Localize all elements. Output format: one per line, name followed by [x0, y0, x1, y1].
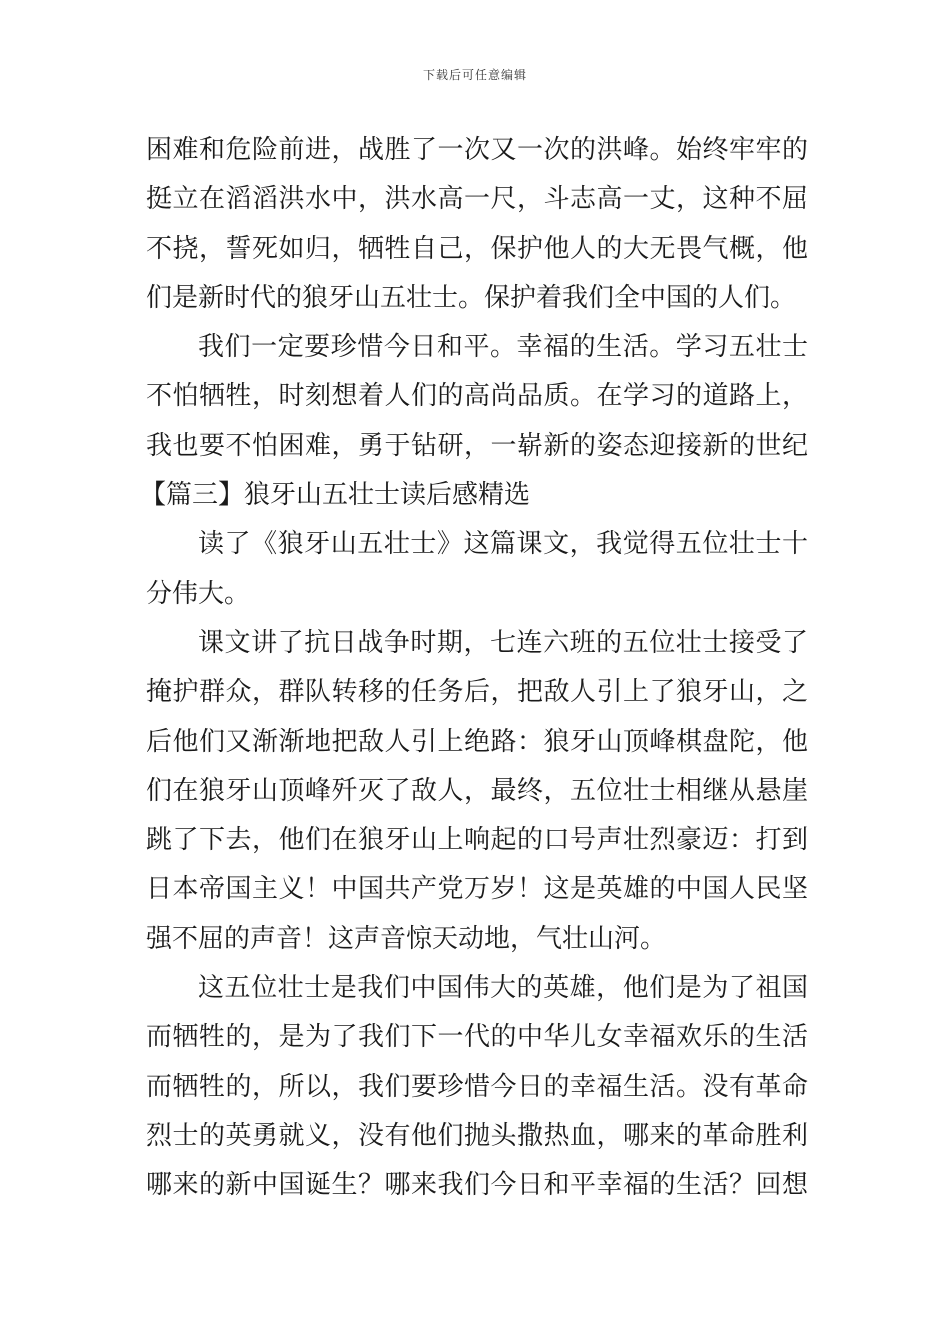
page-header: 下载后可任意编辑 [422, 68, 527, 82]
text-line: 烈士的英勇就义，没有他们抛头撒热血，哪来的革命胜利 [146, 1120, 808, 1151]
text-line: 掩护群众，群队转移的任务后，把敌人引上了狼牙山，之 [146, 677, 808, 708]
text-line: 读了《狼牙山五壮士》这篇课文，我觉得五位壮士十 [198, 529, 808, 560]
text-line: 挺立在滔滔洪水中，洪水高一尺，斗志高一丈，这种不屈 [146, 184, 808, 215]
text-line: 强不屈的声音！这声音惊天动地，气壮山河。 [146, 923, 667, 954]
text-line: 不怕牺牲，时刻想着人们的高尚品质。在学习的道路上， [146, 381, 808, 412]
text-line: 后他们又渐渐地把敌人引上绝路：狼牙山顶峰棋盘陀，他 [146, 726, 808, 757]
text-line: 分伟大。 [146, 578, 251, 609]
text-line: 这五位壮士是我们中国伟大的英雄，他们是为了祖国 [198, 973, 808, 1004]
text-line: 困难和危险前进，战胜了一次又一次的洪峰。始终牢牢的 [146, 135, 808, 165]
text-line: 跳了下去，他们在狼牙山上响起的口号声壮烈豪迈：打到 [146, 825, 808, 856]
section-heading: 【篇三】狼牙山五壮士读后感精选 [140, 480, 531, 511]
document-body [140, 126, 808, 1211]
text-line: 我们一定要珍惜今日和平。幸福的生活。学习五壮士 [198, 332, 808, 363]
text-line: 哪来的新中国诞生？哪来我们今日和平幸福的生活？回想 [146, 1170, 808, 1201]
text-line: 们在狼牙山顶峰歼灭了敌人，最终，五位壮士相继从悬崖 [146, 775, 808, 806]
text-line: 不挠，誓死如归，牺牲自己，保护他人的大无畏气概，他 [146, 233, 808, 264]
text-line: 我也要不怕困难，勇于钻研，一崭新的姿态迎接新的世纪 [146, 430, 808, 461]
text-line: 课文讲了抗日战争时期，七连六班的五位壮士接受了 [198, 627, 808, 658]
text-line: 日本帝国主义！中国共产党万岁！这是英雄的中国人民坚 [146, 874, 808, 905]
text-line: 们是新时代的狼牙山五壮士。保护着我们全中国的人们。 [146, 282, 797, 313]
text-line: 而牺牲的，是为了我们下一代的中华儿女幸福欢乐的生活 [146, 1022, 808, 1053]
text-line: 而牺牲的，所以，我们要珍惜今日的幸福生活。没有革命 [146, 1071, 808, 1102]
